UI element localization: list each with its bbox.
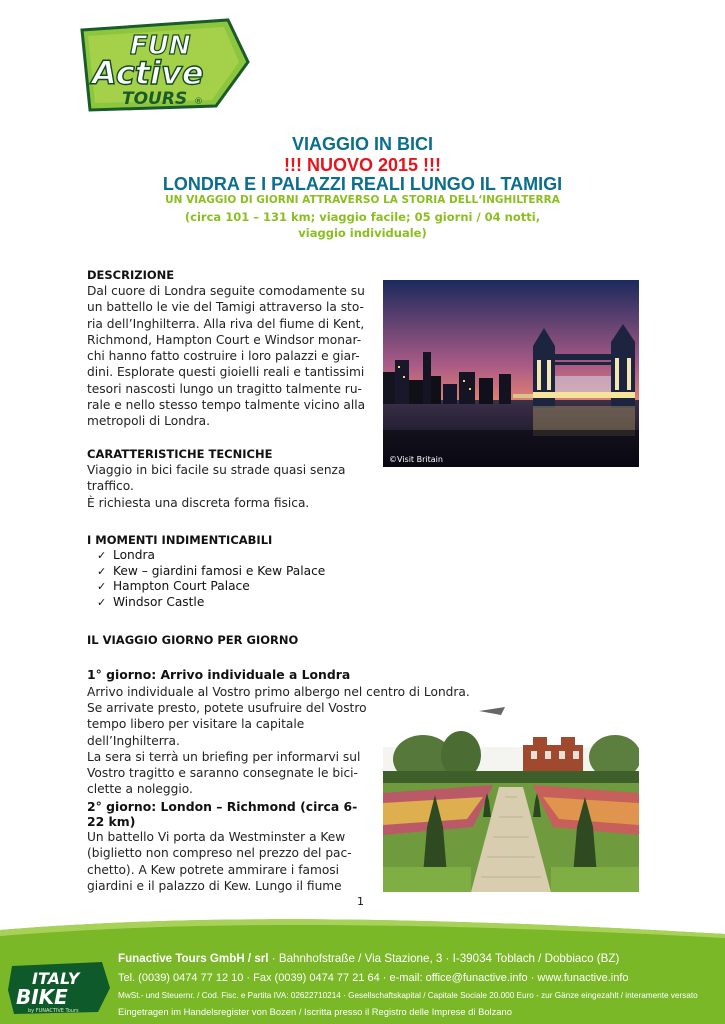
text-line: dini. Esplorate questi gioielli reali e tantissimi	[87, 365, 365, 380]
check-icon: ✓	[97, 549, 107, 562]
text-line: Richmond, Hampton Court e Windsor monar-	[87, 332, 362, 347]
svg-text:by FUNACTIVE Tours: by FUNACTIVE Tours	[28, 1008, 79, 1014]
text-line: clette a noleggio.	[87, 782, 193, 797]
momenti-heading: I MOMENTI INDIMENTICABILI	[87, 533, 273, 547]
text-line: È richiesta una discreta forma fisica.	[87, 495, 310, 510]
descrizione-text	[87, 283, 371, 430]
text-line: traffico.	[87, 479, 134, 494]
caratteristiche-heading: CARATTERISTICHE TECNICHE	[87, 447, 273, 461]
text-line: ria dell’Inghilterra. Alla riva del fiume di Kent,	[87, 316, 365, 331]
company-address: · Bahnhofstraße / Via Stazione, 3 · I-39034 Toblach / Dobbiaco (BZ)	[268, 952, 620, 965]
text-line: giardini e il palazzo di Kew. Lungo il fiume	[87, 878, 342, 893]
trip-details-line-2: viaggio individuale)	[298, 226, 427, 240]
day2-title-line-1: 2° giorno: London – Richmond (circa 6-	[87, 799, 358, 814]
svg-text:TOURS: TOURS	[122, 89, 188, 109]
viaggio-heading: IL VIAGGIO GIORNO PER GIORNO	[87, 633, 299, 647]
text-line: (biglietto non compreso nel prezzo del pac-	[87, 846, 352, 861]
text-line: La sera si terrà un briefing per informarvi sul	[87, 749, 361, 764]
funactive-tours-logo	[78, 14, 250, 114]
trip-details	[0, 209, 725, 241]
text-line: dell’Inghilterra.	[87, 733, 180, 748]
momenti-list	[87, 548, 325, 610]
day1-line-full: Arrivo individuale al Vostro primo albergo nel centro di Londra.	[87, 685, 470, 699]
page-number: 1	[357, 895, 364, 908]
text-line: chetto). A Kew potrete ammirare i famosi	[87, 862, 340, 877]
photo-credit: ©Visit Britain	[389, 455, 443, 464]
text-line: Un battello Vi porta da Westminster a Kew	[87, 830, 346, 844]
list-item: ✓ Windsor Castle	[97, 594, 205, 609]
text-line: Se arrivate presto, potete usufruire del Vostro	[87, 701, 367, 715]
check-icon: ✓	[97, 595, 107, 609]
text-line: chi hanno fatto costruire i loro palazzi e giar-	[87, 349, 360, 364]
list-item: ✓ Kew – giardini famosi e Kew Palace	[97, 563, 326, 578]
svg-text:FUN: FUN	[130, 31, 191, 61]
footer-register-line: Eingetragen im Handelsregister von Bozen / Iscritta presso il Registro delle Imprese di Bolzano	[118, 1006, 512, 1017]
check-icon: ✓	[97, 564, 107, 578]
text-line: tempo libero per visitare la capitale	[87, 717, 305, 732]
list-item: ✓ Hampton Court Palace	[97, 579, 250, 593]
text-line: metropoli di Londra.	[87, 414, 211, 429]
svg-text:ITALY: ITALY	[32, 969, 80, 988]
company-name: Funactive Tours GmbH / srl	[118, 952, 269, 965]
svg-text:®: ®	[194, 97, 203, 107]
trip-details-line-1: (circa 101 – 131 km; viaggio facile; 05 giorni / 04 notti,	[184, 210, 541, 224]
text-line: un battello le vie del Tamigi attraverso la sto-	[87, 300, 364, 315]
footer-company-line	[118, 952, 619, 965]
tower-bridge-photo	[383, 280, 639, 467]
italy-bike-badge	[6, 960, 114, 1016]
text-line: Vostro tragitto e saranno consegnate le bici-	[87, 766, 358, 781]
text-line: tesori nascosti lungo un tragitto talmente ru-	[87, 381, 362, 396]
footer-tax-line: MwSt.- und Steuernr. / Cod. Fisc. e Partita IVA: 02622710214 · Gesellschaftskapital / Capitale Sociale 20.000 Euro - zur Gänze eingezahlt / interamente versato	[118, 991, 698, 1000]
hampton-court-garden-photo	[383, 707, 639, 892]
title-line-1: VIAGGIO IN BICI	[291, 134, 433, 154]
caratteristiche-text	[87, 462, 371, 511]
day2-title	[87, 799, 371, 829]
text-line: Viaggio in bici facile su strade quasi senza	[87, 463, 346, 477]
subtitle: UN VIAGGIO DI GIORNI ATTRAVERSO LA STORIA DELL‘INGHILTERRA	[165, 194, 560, 206]
check-icon: ✓	[97, 580, 107, 593]
text-line: rale e nello stesso tempo talmente vicino alla	[87, 398, 366, 413]
svg-text:Active: Active	[92, 54, 204, 92]
list-item: ✓ Londra	[97, 548, 155, 562]
descrizione-heading: DESCRIZIONE	[87, 268, 175, 282]
title-line-2: !!! NUOVO 2015 !!!	[283, 155, 442, 175]
text-line: Dal cuore di Londra seguite comodamente su	[87, 284, 365, 298]
footer-contact-line: Tel. (0039) 0474 77 12 10 · Fax (0039) 0474 77 21 64 · e-mail: office@funactive.info · www.funactive.info	[118, 972, 629, 984]
day1-text	[87, 700, 371, 798]
title-line-3: LONDRA E I PALAZZI REALI LUNGO IL TAMIGI	[162, 174, 563, 194]
svg-text:BIKE: BIKE	[16, 985, 68, 1009]
day2-title-line-2: 22 km)	[87, 814, 136, 829]
day2-text	[87, 829, 371, 894]
day1-title: 1° giorno: Arrivo individuale a Londra	[87, 667, 351, 682]
